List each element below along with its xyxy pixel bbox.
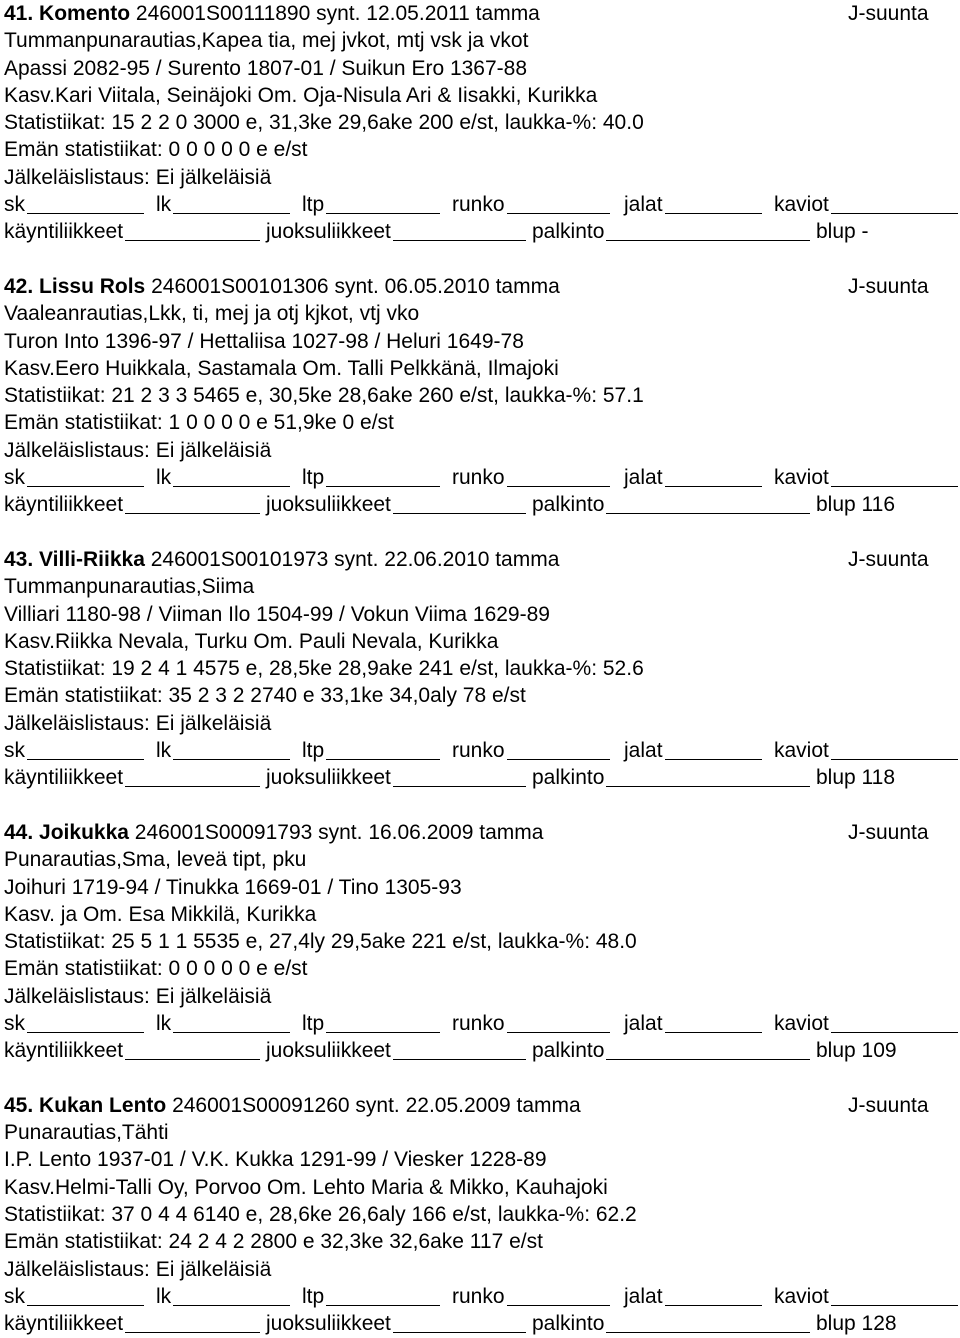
- field-label-runko: runko: [452, 739, 505, 763]
- blank-line-runko: [507, 1032, 610, 1033]
- blank-line-sk: [27, 1305, 144, 1306]
- blank-line-runko: [507, 213, 610, 214]
- direction-label: J-suunta: [848, 2, 929, 25]
- field-label-jalat: jalat: [624, 1011, 663, 1035]
- blank-line-juoksuliikkeet: [393, 786, 526, 787]
- field-label-ltp: ltp: [302, 739, 325, 763]
- blank-line-sk: [27, 1032, 144, 1033]
- field-label-sk: sk: [4, 193, 25, 217]
- field-label-jalat: jalat: [624, 739, 663, 763]
- info-line: Jälkeläislistaus: Ei jälkeläisiä: [4, 711, 272, 735]
- horse-entry: [4, 1092, 956, 1338]
- evaluation-row-1: [4, 464, 956, 491]
- entry-spacer: [4, 246, 956, 273]
- info-line: Turon Into 1396-97 / Hettaliisa 1027-98 / Heluri 1649-78: [4, 329, 524, 353]
- info-line: Kasv.Riikka Nevala, Turku Om. Pauli Nevala, Kurikka: [4, 629, 499, 653]
- document: [4, 0, 956, 1338]
- info-line: Emän statistiikat: 0 0 0 0 0 e e/st: [4, 138, 308, 162]
- blank-line-juoksuliikkeet: [393, 1332, 526, 1333]
- blank-line-jalat: [665, 486, 762, 487]
- evaluation-row-1: [4, 1010, 956, 1037]
- info-line: Kasv. ja Om. Esa Mikkilä, Kurikka: [4, 902, 317, 926]
- direction-label: J-suunta: [848, 547, 929, 571]
- blank-line-sk: [27, 486, 144, 487]
- info-line: Kasv.Helmi-Talli Oy, Porvoo Om. Lehto Maria & Mikko, Kauhajoki: [4, 1175, 608, 1199]
- blup-value: blup -: [816, 220, 869, 244]
- field-label-jalat: jalat: [624, 193, 663, 217]
- info-line: Emän statistiikat: 1 0 0 0 0 e 51,9ke 0 e/st: [4, 411, 394, 435]
- field-label-juoksuliikkeet: juoksuliikkeet: [266, 493, 391, 517]
- field-label-runko: runko: [452, 1011, 505, 1035]
- info-line: Apassi 2082-95 / Surento 1807-01 / Suikun Ero 1367-88: [4, 56, 528, 80]
- info-line: Statistiikat: 19 2 4 1 4575 e, 28,5ke 28,9ake 241 e/st, laukka-%: 52.6: [4, 657, 644, 681]
- field-label-lk: lk: [156, 1011, 172, 1035]
- field-label-lk: lk: [156, 466, 172, 490]
- field-label-kaviot: kaviot: [774, 193, 829, 217]
- field-label-runko: runko: [452, 1284, 505, 1308]
- info-line: Emän statistiikat: 24 2 4 2 2800 e 32,3ke 32,6ake 117 e/st: [4, 1230, 543, 1254]
- evaluation-row-1: [4, 737, 956, 764]
- blank-line-runko: [507, 1305, 610, 1306]
- field-label-lk: lk: [156, 1284, 172, 1308]
- field-label-kaviot: kaviot: [774, 1011, 829, 1035]
- blup-value: blup 118: [816, 766, 896, 790]
- blank-line-kayntiliikkeet: [125, 1332, 260, 1333]
- blank-line-runko: [507, 486, 610, 487]
- field-label-kayntiliikkeet: käyntiliikkeet: [4, 220, 124, 244]
- field-label-kaviot: kaviot: [774, 739, 829, 763]
- field-label-palkinto: palkinto: [532, 493, 605, 517]
- info-line: Statistiikat: 25 5 1 1 5535 e, 27,4ly 29,5ake 221 e/st, laukka-%: 48.0: [4, 930, 637, 954]
- blank-line-kayntiliikkeet: [125, 240, 260, 241]
- info-line: Jälkeläislistaus: Ei jälkeläisiä: [4, 438, 272, 462]
- field-label-kayntiliikkeet: käyntiliikkeet: [4, 766, 124, 790]
- field-label-ltp: ltp: [302, 1011, 325, 1035]
- blank-line-kayntiliikkeet: [125, 1059, 260, 1060]
- horse-name: Lissu Rols: [39, 274, 146, 298]
- blank-line-kayntiliikkeet: [125, 513, 260, 514]
- info-line: Vaaleanrautias,Lkk, ti, mej ja otj kjkot, vtj vko: [4, 302, 420, 326]
- field-label-palkinto: palkinto: [532, 766, 605, 790]
- blup-value: blup 109: [816, 1039, 897, 1063]
- evaluation-row-2: [4, 764, 956, 791]
- field-label-ltp: ltp: [302, 466, 325, 490]
- entry-title-line: [4, 273, 956, 300]
- entry-title-line: [4, 1092, 956, 1119]
- field-label-runko: runko: [452, 193, 505, 217]
- entry-number: 42.: [4, 274, 34, 298]
- field-label-sk: sk: [4, 1284, 25, 1308]
- blank-line-runko: [507, 759, 610, 760]
- blank-line-juoksuliikkeet: [393, 1059, 526, 1060]
- blank-line-kaviot: [831, 213, 958, 214]
- blank-line-jalat: [665, 759, 762, 760]
- registration-info: 246001S00111890 synt. 12.05.2011 tamma: [135, 2, 540, 25]
- blank-line-palkinto: [606, 1332, 810, 1333]
- field-label-ltp: ltp: [302, 1284, 325, 1308]
- blank-line-jalat: [665, 1032, 762, 1033]
- field-label-sk: sk: [4, 1011, 25, 1035]
- direction-label: J-suunta: [848, 1093, 929, 1117]
- blank-line-kaviot: [831, 759, 958, 760]
- entry-spacer: [4, 1065, 956, 1092]
- info-line: Joihuri 1719-94 / Tinukka 1669-01 / Tino 1305-93: [4, 875, 462, 899]
- field-label-kayntiliikkeet: käyntiliikkeet: [4, 493, 124, 517]
- direction-label: J-suunta: [848, 820, 929, 844]
- info-line: Emän statistiikat: 35 2 3 2 2740 e 33,1ke 34,0aly 78 e/st: [4, 684, 526, 708]
- field-label-runko: runko: [452, 466, 505, 490]
- horse-entry: [4, 273, 956, 546]
- info-line: Jälkeläislistaus: Ei jälkeläisiä: [4, 984, 272, 1008]
- field-label-palkinto: palkinto: [532, 220, 605, 244]
- field-label-kayntiliikkeet: käyntiliikkeet: [4, 1039, 124, 1063]
- field-label-kaviot: kaviot: [774, 1284, 829, 1308]
- blank-line-palkinto: [606, 1059, 810, 1060]
- blank-line-kaviot: [831, 1032, 958, 1033]
- info-line: Kasv.Eero Huikkala, Sastamala Om. Talli Pelkkänä, Ilmajoki: [4, 356, 559, 380]
- blank-line-jalat: [665, 213, 762, 214]
- info-line: Statistiikat: 21 2 3 3 5465 e, 30,5ke 28,6ake 260 e/st, laukka-%: 57.1: [4, 384, 644, 408]
- blank-line-kaviot: [831, 1305, 958, 1306]
- blank-line-juoksuliikkeet: [393, 513, 526, 514]
- info-line: Jälkeläislistaus: Ei jälkeläisiä: [4, 165, 272, 189]
- blank-line-ltp: [326, 486, 440, 487]
- blank-line-palkinto: [606, 513, 810, 514]
- evaluation-row-1: [4, 1283, 956, 1310]
- horse-entry: [4, 819, 956, 1092]
- entry-title-line: [4, 0, 956, 27]
- blup-value: blup 116: [816, 493, 896, 517]
- field-label-juoksuliikkeet: juoksuliikkeet: [266, 1039, 391, 1063]
- entry-spacer: [4, 519, 956, 546]
- blank-line-palkinto: [606, 240, 810, 241]
- registration-info: 246001S00101306 synt. 06.05.2010 tamma: [151, 274, 560, 298]
- field-label-kayntiliikkeet: käyntiliikkeet: [4, 1312, 124, 1336]
- registration-info: 246001S00091260 synt. 22.05.2009 tamma: [172, 1093, 581, 1117]
- blank-line-lk: [173, 486, 290, 487]
- blup-value: blup 128: [816, 1312, 897, 1336]
- field-label-juoksuliikkeet: juoksuliikkeet: [266, 1312, 391, 1336]
- blank-line-lk: [173, 213, 290, 214]
- evaluation-row-1: [4, 191, 956, 218]
- blank-line-ltp: [326, 213, 440, 214]
- field-label-lk: lk: [156, 739, 172, 763]
- blank-line-juoksuliikkeet: [393, 240, 526, 241]
- evaluation-row-2: [4, 491, 956, 518]
- field-label-lk: lk: [156, 193, 172, 217]
- evaluation-row-2: [4, 218, 956, 245]
- evaluation-row-2: [4, 1037, 956, 1064]
- entry-title-line: [4, 819, 956, 846]
- blank-line-sk: [27, 213, 144, 214]
- registration-info: 246001S00091793 synt. 16.06.2009 tamma: [134, 820, 544, 844]
- blank-line-ltp: [326, 1305, 440, 1306]
- blank-line-lk: [173, 1305, 290, 1306]
- entry-spacer: [4, 792, 956, 819]
- evaluation-row-2: [4, 1310, 956, 1337]
- horse-name: Komento: [39, 2, 131, 25]
- horse-entry: [4, 546, 956, 819]
- info-line: Punarautias,Sma, leveä tipt, pku: [4, 848, 307, 872]
- blank-line-lk: [173, 1032, 290, 1033]
- blank-line-kayntiliikkeet: [125, 786, 260, 787]
- entry-title-line: [4, 546, 956, 573]
- field-label-sk: sk: [4, 739, 25, 763]
- field-label-jalat: jalat: [624, 466, 663, 490]
- info-line: Statistiikat: 15 2 2 0 3000 e, 31,3ke 29,6ake 200 e/st, laukka-%: 40.0: [4, 111, 644, 135]
- entry-number: 44.: [4, 820, 34, 844]
- field-label-juoksuliikkeet: juoksuliikkeet: [266, 766, 391, 790]
- horse-name: Kukan Lento: [39, 1093, 167, 1117]
- blank-line-lk: [173, 759, 290, 760]
- blank-line-kaviot: [831, 486, 958, 487]
- entry-number: 45.: [4, 1093, 34, 1117]
- field-label-palkinto: palkinto: [532, 1039, 605, 1063]
- blank-line-sk: [27, 759, 144, 760]
- blank-line-ltp: [326, 1032, 440, 1033]
- info-line: Jälkeläislistaus: Ei jälkeläisiä: [4, 1257, 272, 1281]
- horse-entry: [4, 0, 956, 273]
- info-line: Tummanpunarautias,Kapea tia, mej jvkot, mtj vsk ja vkot: [4, 29, 529, 53]
- info-line: Villiari 1180-98 / Viiman Ilo 1504-99 / Vokun Viima 1629-89: [4, 602, 550, 626]
- info-line: Emän statistiikat: 0 0 0 0 0 e e/st: [4, 957, 308, 981]
- direction-label: J-suunta: [848, 274, 929, 298]
- info-line: Tummanpunarautias,Siima: [4, 575, 255, 599]
- info-line: Punarautias,Tähti: [4, 1121, 169, 1145]
- horse-name: Joikukka: [39, 820, 129, 844]
- blank-line-palkinto: [606, 786, 810, 787]
- horse-name: Villi-Riikka: [39, 547, 145, 571]
- info-line: I.P. Lento 1937-01 / V.K. Kukka 1291-99 / Viesker 1228-89: [4, 1148, 547, 1172]
- info-line: Kasv.Kari Viitala, Seinäjoki Om. Oja-Nisula Ari & Iisakki, Kurikka: [4, 83, 598, 107]
- field-label-juoksuliikkeet: juoksuliikkeet: [266, 220, 391, 244]
- field-label-kaviot: kaviot: [774, 466, 829, 490]
- info-line: Statistiikat: 37 0 4 4 6140 e, 28,6ke 26,6aly 166 e/st, laukka-%: 62.2: [4, 1203, 637, 1227]
- entry-number: 41.: [4, 2, 34, 25]
- field-label-sk: sk: [4, 466, 25, 490]
- blank-line-ltp: [326, 759, 440, 760]
- registration-info: 246001S00101973 synt. 22.06.2010 tamma: [150, 547, 560, 571]
- field-label-palkinto: palkinto: [532, 1312, 605, 1336]
- field-label-jalat: jalat: [624, 1284, 663, 1308]
- field-label-ltp: ltp: [302, 193, 325, 217]
- entry-number: 43.: [4, 547, 34, 571]
- blank-line-jalat: [665, 1305, 762, 1306]
